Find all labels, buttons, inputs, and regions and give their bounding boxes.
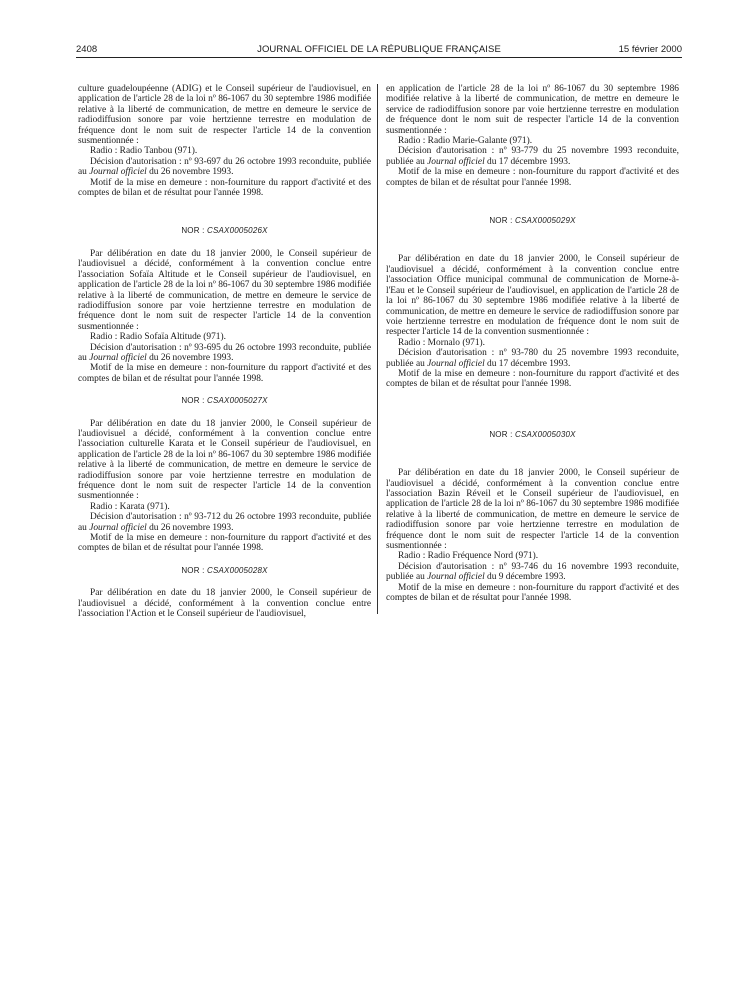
motif-text: Motif de la mise en demeure : non-fourniture du rapport d'activité et des comptes de bilan et de résultat pour l'année 1998. [78, 363, 371, 384]
nor-code: CSAX0005028X [207, 565, 268, 575]
journal-reference: Journal officiel [89, 352, 147, 363]
page-number: 2408 [76, 44, 98, 55]
journal-reference: Journal officiel [427, 572, 485, 583]
notice-body: Par délibération en date du 18 janvier 2000, le Conseil supérieur de l'audiovisuel a décidé, conformément à la convention conclue entre l'association l'Action et le Conseil supérieur de l'audiovisuel, [78, 588, 371, 620]
left-column [78, 84, 371, 619]
right-column [386, 84, 679, 603]
radio-name: Radio : Radio Sofaïa Altitude (971). [90, 332, 226, 343]
journal-reference: Journal officiel [89, 167, 147, 178]
issue-date: 15 février 2000 [618, 44, 682, 55]
notice-body: en application de l'article 28 de la loi nº 86-1067 du 30 septembre 1986 modifiée relative à la liberté de communication, de mettre en demeure le service de radiodiffusion sonore par voie hertzienne terrestre en modulation de fréquence dont le nom suit de respecter l'article 14 de la convention susmentionnée : [386, 84, 679, 136]
nor-code: CSAX0005029X [515, 216, 576, 226]
motif-text: Motif de la mise en demeure : non-fourniture du rapport d'activité et des comptes de bilan et de résultat pour l'année 1998. [386, 368, 679, 390]
motif-text: Motif de la mise en demeure : non-fourniture du rapport d'activité et des comptes de bilan et de résultat pour l'année 1998. [386, 582, 679, 604]
journal-reference: Journal officiel [427, 156, 485, 167]
decision-text: Décision d'autorisation : nº 93-779 du 25 novembre 1993 reconduite, publiée au Journal officiel du 17 décembre 1993. [386, 146, 679, 167]
nor-code: CSAX0005026X [207, 226, 268, 236]
nor-reference: NOR : CSAX0005027X [181, 396, 268, 406]
nor-code: CSAX0005030X [515, 429, 576, 439]
notice-body: Par délibération en date du 18 janvier 2000, le Conseil supérieur de l'audiovisuel a décidé, conformément à la convention conclue entre l'association culturelle Karata et le Conseil supérieur de l'audiovisuel, en application de l'article 28 de la loi nº 86-1067 du 30 septembre 1986 modifiée relative à la liberté de communication, de mettre en demeure le service de radiodiffusion sonore par voie hertzienne terrestre en modulation de fréquence dont le nom suit de respecter l'article 14 de la convention susmentionnée : [78, 418, 371, 502]
notice-adig [78, 84, 371, 198]
motif-text: Motif de la mise en demeure : non-fourniture du rapport d'activité et des comptes de bilan et de résultat pour l'année 1998. [78, 533, 371, 554]
nor-reference: NOR : CSAX0005026X [181, 226, 268, 236]
nor-reference: NOR : CSAX0005028X [181, 565, 268, 575]
notice-marie-galante [386, 84, 679, 188]
notice-body: Par délibération en date du 18 janvier 2000, le Conseil supérieur de l'audiovisuel a décidé, conformément à la convention conclue entre l'association Office municipal communal de communication de Morne-à-l'Eau et le Conseil supérieur de l'audiovisuel, en application de l'article 28 de la loi nº 86-1067 du 30 septembre 1986 modifiée relative à la liberté de communication, de mettre en demeure le service de radiodiffusion sonore par voie hertzienne terrestre en modulation de fréquence dont le nom suit de respecter l'article 14 de la convention susmentionnée : [386, 254, 679, 338]
radio-name: Radio : Radio Fréquence Nord (971). [398, 551, 539, 562]
decision-text: Décision d'autorisation : nº 93-780 du 25 novembre 1993 reconduite, publiée au Journal officiel du 17 décembre 1993. [386, 348, 679, 369]
motif-text: Motif de la mise en demeure : non-fourniture du rapport d'activité et des comptes de bilan et de résultat pour l'année 1998. [386, 167, 679, 188]
radio-name: Radio : Karata (971). [90, 501, 170, 512]
decision-text: Décision d'autorisation : nº 93-712 du 26 octobre 1993 reconduite, publiée au Journal officiel du 26 novembre 1993. [78, 512, 371, 533]
header-rule [76, 57, 682, 58]
journal-reference: Journal officiel [427, 358, 485, 369]
notice-mornalo [386, 254, 679, 389]
notice-action [78, 588, 371, 619]
journal-reference: Journal officiel [89, 522, 147, 533]
notice-karata [78, 419, 371, 554]
radio-name: Radio : Mornalo (971). [398, 337, 485, 348]
notice-frequence-nord [386, 468, 679, 603]
notice-sofaia [78, 249, 371, 384]
notice-body: Par délibération en date du 18 janvier 2000, le Conseil supérieur de l'audiovisuel a décidé, conformément à la convention conclue entre l'association Sofaïa Altitude et le Conseil supérieur de l'audiovisuel, en application de l'article 28 de la loi nº 86-1067 du 30 septembre 1986 modifiée relative à la liberté de communication, de mettre en demeure le service de radiodiffusion sonore par voie hertzienne terrestre en modulation de fréquence dont le nom suit de respecter l'article 14 de la convention susmentionnée : [78, 248, 371, 332]
radio-name: Radio : Radio Marie-Galante (971). [398, 136, 533, 147]
decision-text: Décision d'autorisation : nº 93-697 du 26 octobre 1993 reconduite, publiée au Journal officiel du 26 novembre 1993. [78, 156, 371, 178]
nor-reference: NOR : CSAX0005030X [489, 429, 576, 439]
nor-reference: NOR : CSAX0005029X [489, 216, 576, 226]
radio-name: Radio : Radio Tanbou (971). [90, 146, 198, 157]
nor-code: CSAX0005027X [207, 396, 268, 406]
journal-title: JOURNAL OFFICIEL DE LA RÉPUBLIQUE FRANÇAISE [257, 44, 501, 55]
notice-body: Par délibération en date du 18 janvier 2000, le Conseil supérieur de l'audiovisuel a décidé, conformément à la convention conclue entre l'association Bazin Réveil et le Conseil supérieur de l'audiovisuel, en application de l'article 28 de la loi nº 86-1067 du 30 septembre 1986 modifiée relative à la liberté de communication, de mettre en demeure le service de radiodiffusion sonore par voie hertzienne terrestre en modulation de fréquence dont le nom suit de respecter l'article 14 de la convention susmentionnée : [386, 468, 679, 551]
column-divider [377, 84, 378, 614]
decision-text: Décision d'autorisation : nº 93-746 du 16 novembre 1993 reconduite, publiée au Journal officiel du 9 décembre 1993. [386, 561, 679, 583]
notice-body: culture guadeloupéenne (ADIG) et le Conseil supérieur de l'audiovisuel, en application de l'article 28 de la loi nº 86-1067 du 30 septembre 1986 modifiée relative à la liberté de communication, de mettre en demeure le service de radiodiffusion sonore par voie hertzienne terrestre en modulation de fréquence dont le nom suit de respecter l'article 14 de la convention susmentionnée : [78, 84, 371, 147]
decision-text: Décision d'autorisation : nº 93-695 du 26 octobre 1993 reconduite, publiée au Journal officiel du 26 novembre 1993. [78, 342, 371, 363]
motif-text: Motif de la mise en demeure : non-fourniture du rapport d'activité et des comptes de bilan et de résultat pour l'année 1998. [78, 177, 371, 199]
